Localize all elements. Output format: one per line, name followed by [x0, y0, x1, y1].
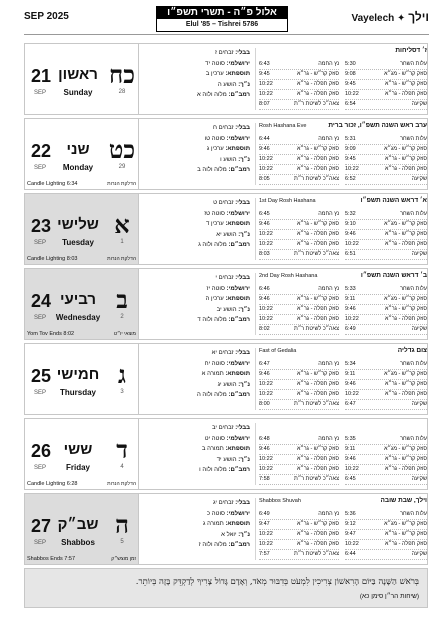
yerushalmi-line: ירושלמי: סוטה יח	[204, 360, 250, 367]
quote-text: בְּרֹאשׁ הַשָּׁנָה בַּיּוֹם הָרִאשׁוֹן צְרִיכִין לִמְעֹט בְּדִבּוּר מְאֹד, וְאָדָם גָּדוֹל צָרִיךְ לְדַקְדֵּק בָּזֶה בְּיוֹתֵר.	[135, 577, 419, 587]
kshg-line-2: 9:45 סוזק קר״ש - גר״א	[259, 70, 339, 80]
yerushalmi-line: ירושלמי: סוטה יט	[204, 435, 250, 442]
zmanim-right-column	[345, 210, 427, 260]
bavli-line: בבלי: זבחים ז	[215, 50, 250, 56]
kshm-line: 9:09 סוזק קר״ש - מג״א	[345, 145, 427, 155]
day-month: SEP	[34, 540, 47, 546]
tfila-line-3: 10:22 סוזק תפלה - גר״א	[259, 90, 339, 100]
zmanim-left-column	[259, 60, 339, 110]
day-number: 27	[31, 516, 52, 536]
hebrew-date-letter: כח	[109, 60, 135, 89]
day-footer-note: Candle Lighting 6:34	[27, 181, 78, 187]
tfila-line: 10:22 סוזק תפלה - גר״א	[345, 390, 427, 400]
kshm-line: 9:11 סוזק קר״ש - מג״א	[345, 445, 427, 455]
hebrew-date-number: 1	[120, 239, 124, 245]
day-box	[25, 44, 138, 114]
zmanim-left-column	[259, 210, 339, 260]
kshg-line: 9:46 סוזק קר״ש - גר״א	[345, 455, 427, 465]
header-center	[156, 6, 288, 33]
tfila-line-3: 10:22 סוזק תפלה - גר״א	[259, 165, 339, 175]
weekday-english: Tuesday	[62, 238, 94, 247]
shkiya-line: 6:51 שקיעה	[345, 250, 427, 260]
day-title-english: Rosh Hashana Eve	[259, 123, 307, 129]
kshm-line: 9:10 סוזק קר״ש - מג״א	[345, 220, 427, 230]
shkiya-line: 6:52 שקיעה	[345, 175, 427, 185]
day-month: SEP	[34, 390, 47, 396]
weekday-english: Friday	[65, 463, 90, 472]
day-box	[25, 419, 138, 489]
yerushalmi-line: ירושלמי: סוטה טו	[204, 135, 250, 142]
month-label: SEP 2025	[24, 11, 69, 22]
hebrew-date-letter: ה	[115, 510, 129, 539]
kshg-line-2: 9:46 סוזק קר״ש - גר״א	[259, 220, 339, 230]
hebrew-date-number: 3	[120, 389, 124, 395]
shkiya-line: 6:49 שקיעה	[345, 325, 427, 335]
kshm-line: 9:08 סוזק קר״ש - מג״א	[345, 70, 427, 80]
parsha-hebrew: וילך	[408, 10, 429, 24]
shkiya-line: 6:47 שקיעה	[345, 400, 427, 410]
hebrew-date-number: 4	[120, 464, 124, 470]
bavli-line: בבלי: זבחים יא	[211, 350, 250, 356]
tfila-line-2: 10:22 סוזק תפלה - גר״א	[259, 305, 339, 315]
day-number: 24	[31, 291, 52, 311]
learning-schedule	[140, 123, 250, 176]
column-divider	[255, 348, 256, 410]
tfila-line-3: 10:22 סוזק תפלה - גר״א	[259, 465, 339, 475]
day-title-hebrew: א׳ דראש השנה תשפ״ו	[360, 197, 427, 204]
day-box	[25, 269, 138, 339]
quote-source: (שיחות הר״ן סימן כא)	[359, 593, 419, 600]
bavli-line: בבלי: זבחים יב	[211, 425, 250, 431]
hebrew-date-number: 2	[120, 314, 124, 320]
zmanim-left-column	[259, 285, 339, 335]
day-footer-note-hebrew: הדלקת הנרות	[107, 481, 136, 487]
rambam-line: רמב״ם: מלוה ולוה ג	[198, 242, 250, 248]
weekday-hebrew: רביעי	[59, 291, 97, 308]
day-row	[24, 418, 428, 490]
kshg-line: 9:46 סוזק קר״ש - גר״א	[345, 380, 427, 390]
hanetz-line: 6:47 נץ החמה	[259, 360, 339, 370]
learning-schedule	[140, 273, 250, 326]
shkiya-line: 6:44 שקיעה	[345, 550, 427, 560]
kshm-line: 9:12 סוזק קר״ש - מג״א	[345, 520, 427, 530]
tfila-line-2: 10:22 סוזק תפלה - גר״א	[259, 530, 339, 540]
header-hebrew-date: אלול פ״ה - תשרי תשפ״ו	[156, 6, 288, 19]
page-header	[0, 0, 447, 36]
day-footer-note: Candle Lighting 6:28	[27, 481, 78, 487]
kshm-line: 9:11 סוזק קר״ש - מג״א	[345, 295, 427, 305]
kshg-line: 9:47 סוזק קר״ש - גר״א	[345, 530, 427, 540]
kshg-line: 9:46 סוזק קר״ש - גר״א	[345, 230, 427, 240]
day-title-english: Shabbos Shuvah	[259, 498, 301, 504]
day-row	[24, 193, 428, 265]
hanetz-line: 6:49 נץ החמה	[259, 510, 339, 520]
learning-schedule	[140, 48, 250, 101]
learning-schedule	[140, 348, 250, 401]
bavli-line: בבלי: זבחים ח	[213, 125, 250, 131]
day-number: 22	[31, 141, 52, 161]
tzeis-line: 7:57 צאה״כ לשיטת ר״ת	[259, 550, 339, 560]
column-divider	[138, 119, 139, 189]
day-month: SEP	[34, 240, 47, 246]
alot-line: 5:34 עלות השחר	[345, 360, 427, 370]
tzeis-line: 8:03 צאה״כ לשיטת ר״ת	[259, 250, 339, 260]
weekday-english: Thursday	[59, 388, 96, 397]
rambam-line: רמב״ם: מלוה ולוה ז	[198, 542, 250, 548]
day-title-hebrew: ז׳ דסליחות	[395, 47, 427, 54]
day-footer-note-hebrew: זמן מוצש״ק	[111, 556, 136, 562]
rambam-line: רמב״ם: מלוה ולוה ה	[196, 392, 250, 398]
tfila-line: 10:22 סוזק תפלה - גר״א	[345, 465, 427, 475]
bavli-line: בבלי: זבחים י	[215, 275, 250, 281]
day-number: 26	[31, 441, 52, 461]
day-row	[24, 118, 428, 190]
day-month: SEP	[34, 315, 47, 321]
weekday-hebrew: חמישי	[56, 366, 100, 383]
day-box	[25, 494, 138, 564]
day-number: 21	[31, 66, 52, 86]
column-divider	[138, 494, 139, 564]
weekday-hebrew: ראשון	[58, 66, 98, 83]
zmanim-left-column	[259, 510, 339, 560]
rambam-line: רמב״ם: מלוה ולוה ו	[199, 467, 250, 473]
day-box	[25, 194, 138, 264]
column-divider	[138, 44, 139, 114]
kshg-line-2: 9:46 סוזק קר״ש - גר״א	[259, 445, 339, 455]
tfila-line-3: 10:22 סוזק תפלה - גר״א	[259, 240, 339, 250]
zmanim-right-column	[345, 360, 427, 410]
hebrew-date-number: 28	[118, 89, 126, 95]
column-divider	[138, 419, 139, 489]
day-footer-note-hebrew: הדלקת הנרות	[107, 256, 136, 262]
nach-line: נ״ך: הושע יב	[216, 306, 250, 313]
yerushalmi-line: ירושלמי: סוטה יז	[206, 285, 250, 292]
zmanim-right-column	[345, 285, 427, 335]
day-row	[24, 343, 428, 415]
parsha-title	[351, 10, 429, 24]
column-divider	[255, 123, 256, 185]
nach-line: נ״ך: הושע יג	[217, 381, 250, 388]
alot-line: 5:31 עלות השחר	[345, 135, 427, 145]
rambam-line: רמב״ם: מלוה ולוה ד	[197, 317, 250, 323]
hanetz-line: 6:46 נץ החמה	[259, 285, 339, 295]
zmanim	[259, 497, 427, 563]
day-title-english: 1st Day Rosh Hashana	[259, 198, 316, 204]
weekday-english: Shabbos	[61, 538, 95, 547]
bavli-line: בבלי: זבחים יג	[213, 500, 250, 506]
nach-line: נ״ך: הושע ו	[220, 156, 250, 163]
tzeis-line: 7:58 צאה״כ לשיטת ר״ת	[259, 475, 339, 485]
day-box	[25, 119, 138, 189]
kshg-line-2: 9:46 סוזק קר״ש - גר״א	[259, 295, 339, 305]
day-month: SEP	[34, 465, 47, 471]
zmanim-left-column	[259, 435, 339, 485]
tosefta-line: תוספתא: ערכין ב	[205, 71, 250, 77]
hanetz-line: 6:48 נץ החמה	[259, 435, 339, 445]
alot-line: 5:33 עלות השחר	[345, 285, 427, 295]
hebrew-date-letter: כט	[108, 135, 136, 164]
kshg-line: 9:46 סוזק קר״ש - גר״א	[345, 305, 427, 315]
hanetz-line: 6:45 נץ החמה	[259, 210, 339, 220]
weekday-english: Monday	[62, 163, 94, 172]
zmanim-left-column	[259, 360, 339, 410]
bavli-line: בבלי: זבחים ט	[213, 200, 250, 206]
day-footer-note-hebrew: הדלקת הנרות	[107, 181, 136, 187]
day-month: SEP	[34, 90, 47, 96]
shkiya-line: 6:45 שקיעה	[345, 475, 427, 485]
parsha-english: Vayelech	[351, 13, 395, 24]
hebrew-date-letter: ד	[116, 435, 128, 464]
shkiya-line: 6:54 שקיעה	[345, 100, 427, 110]
zmanim	[259, 197, 427, 263]
zmanim	[259, 347, 427, 413]
hebrew-date-number: 29	[118, 164, 126, 170]
tosefta-line: תוספתא: ערכין ד	[205, 221, 250, 227]
alot-line: 5:30 עלות השחר	[345, 60, 427, 70]
weekday-hebrew: שלישי	[57, 216, 99, 233]
tfila-line-3: 10:22 סוזק תפלה - גר״א	[259, 540, 339, 550]
hanetz-line: 6:44 נץ החמה	[259, 135, 339, 145]
tfila-line: 10:22 סוזק תפלה - גר״א	[345, 540, 427, 550]
nach-line: נ״ך: הושע יא	[216, 231, 250, 238]
alot-line: 5:32 עלות השחר	[345, 210, 427, 220]
day-title-english: Fast of Gedalia	[259, 348, 297, 354]
weekday-english: Sunday	[63, 88, 93, 97]
tosefta-line: תוספתא: תמורה א	[201, 371, 250, 377]
day-number: 25	[31, 366, 52, 386]
day-box	[25, 344, 138, 414]
tfila-line: 10:22 סוזק תפלה - גר״א	[345, 240, 427, 250]
tfila-line-3: 10:22 סוזק תפלה - גר״א	[259, 390, 339, 400]
hebrew-date-letter: ב	[116, 285, 128, 314]
tfila-line-3: 10:22 סוזק תפלה - גר״א	[259, 315, 339, 325]
nach-line: נ״ך: הושע יד	[216, 456, 250, 463]
learning-schedule	[140, 423, 250, 476]
hanetz-line: 6:43 נץ החמה	[259, 60, 339, 70]
column-divider	[255, 498, 256, 560]
kshg-line: 9:45 סוזק קר״ש - גר״א	[345, 80, 427, 90]
zmanim	[259, 272, 427, 338]
kshg-line-2: 9:47 סוזק קר״ש - גר״א	[259, 520, 339, 530]
day-title-hebrew: ב׳ דראש השנה תשפ״ו	[360, 272, 427, 279]
day-title-english: 2nd Day Rosh Hashana	[259, 273, 318, 279]
yerushalmi-line: ירושלמי: סוטה טז	[204, 210, 250, 217]
rambam-line: רמב״ם: מלוה ולוה ב	[197, 167, 250, 173]
tfila-line: 10:22 סוזק תפלה - גר״א	[345, 90, 427, 100]
day-row	[24, 493, 428, 565]
zmanim-right-column	[345, 60, 427, 110]
day-row	[24, 268, 428, 340]
rambam-line: רמב״ם: מלוה ולוה א	[196, 92, 250, 98]
tosefta-line: תוספתא: ערכין ה	[205, 296, 250, 302]
hebrew-date-letter: א	[114, 210, 130, 239]
day-month: SEP	[34, 165, 47, 171]
column-divider	[138, 344, 139, 414]
tzeis-line: 8:02 צאה״כ לשיטת ר״ת	[259, 325, 339, 335]
quote-box	[24, 568, 428, 608]
tfila-line-2: 10:22 סוזק תפלה - גר״א	[259, 155, 339, 165]
weekday-hebrew: ששי	[63, 441, 93, 458]
weekday-hebrew: שני	[66, 141, 90, 158]
tosefta-line: תוספתא: ערכין ג	[206, 146, 250, 152]
column-divider	[255, 273, 256, 335]
day-title-hebrew: וילך, שבת שובה	[380, 497, 427, 504]
tfila-line: 10:22 סוזק תפלה - גר״א	[345, 315, 427, 325]
column-divider	[255, 48, 256, 110]
zmanim-left-column	[259, 135, 339, 185]
hebrew-date-letter: ג	[118, 360, 126, 389]
column-divider	[255, 198, 256, 260]
header-english-date: Elul '85 – Tishrei 5786	[156, 19, 288, 32]
tfila-line: 10:22 סוזק תפלה - גר״א	[345, 165, 427, 175]
day-title-hebrew: צום גדליה	[397, 347, 427, 354]
zmanim	[259, 122, 427, 188]
tzeis-line: 8:05 צאה״כ לשיטת ר״ת	[259, 175, 339, 185]
calendar-rows	[24, 43, 428, 568]
kshg-line: 9:45 סוזק קר״ש - גר״א	[345, 155, 427, 165]
column-divider	[138, 269, 139, 339]
parsha-separator: ✦	[397, 13, 406, 24]
column-divider	[255, 423, 256, 485]
zmanim	[259, 47, 427, 113]
tfila-line-2: 10:22 סוזק תפלה - גר״א	[259, 230, 339, 240]
zmanim-right-column	[345, 435, 427, 485]
day-number: 23	[31, 216, 52, 236]
zmanim	[259, 422, 427, 488]
hebrew-date-number: 5	[120, 539, 124, 545]
kshg-line-2: 9:46 סוזק קר״ש - גר״א	[259, 370, 339, 380]
day-footer-note: Candle Lighting 8:03	[27, 256, 78, 262]
day-footer-note: Shabbos Ends 7:57	[27, 556, 76, 562]
column-divider	[138, 194, 139, 264]
day-footer-note: Yom Tov Ends 8:02	[27, 331, 75, 337]
tzeis-line: 8:00 צאה״כ לשיטת ר״ת	[259, 400, 339, 410]
zmanim-right-column	[345, 135, 427, 185]
kshm-line: 9:11 סוזק קר״ש - מג״א	[345, 370, 427, 380]
yerushalmi-line: ירושלמי: סוטה יד	[205, 60, 250, 67]
tfila-line-2: 10:22 סוזק תפלה - גר״א	[259, 455, 339, 465]
tzeis-line: 8:07 צאה״כ לשיטת ר״ת	[259, 100, 339, 110]
tosefta-line: תוספתא: תמורה ג	[202, 521, 250, 527]
alot-line: 5:36 עלות השחר	[345, 510, 427, 520]
tosefta-line: תוספתא: תמורה ב	[201, 446, 250, 452]
nach-line: נ״ך: יואל א	[221, 531, 250, 538]
header-divider	[24, 34, 429, 35]
day-title-hebrew: ערב ראש השנה תשפ״ו, זכור ברית	[328, 122, 427, 129]
learning-schedule	[140, 498, 250, 551]
kshg-line-2: 9:46 סוזק קר״ש - גר״א	[259, 145, 339, 155]
learning-schedule	[140, 198, 250, 251]
day-footer-note-hebrew: מוצאי יו״ט	[113, 331, 136, 337]
tfila-line-2: 10:22 סוזק תפלה - גר״א	[259, 380, 339, 390]
alot-line: 5:35 עלות השחר	[345, 435, 427, 445]
zmanim-right-column	[345, 510, 427, 560]
weekday-english: Wednesday	[55, 313, 101, 322]
weekday-hebrew: שב״ק	[57, 516, 99, 533]
nach-line: נ״ך: הושע ה	[217, 81, 250, 88]
tfila-line-2: 10:22 סוזק תפלה - גר״א	[259, 80, 339, 90]
yerushalmi-line: ירושלמי: סוטה כ	[206, 510, 250, 517]
day-row	[24, 43, 428, 115]
